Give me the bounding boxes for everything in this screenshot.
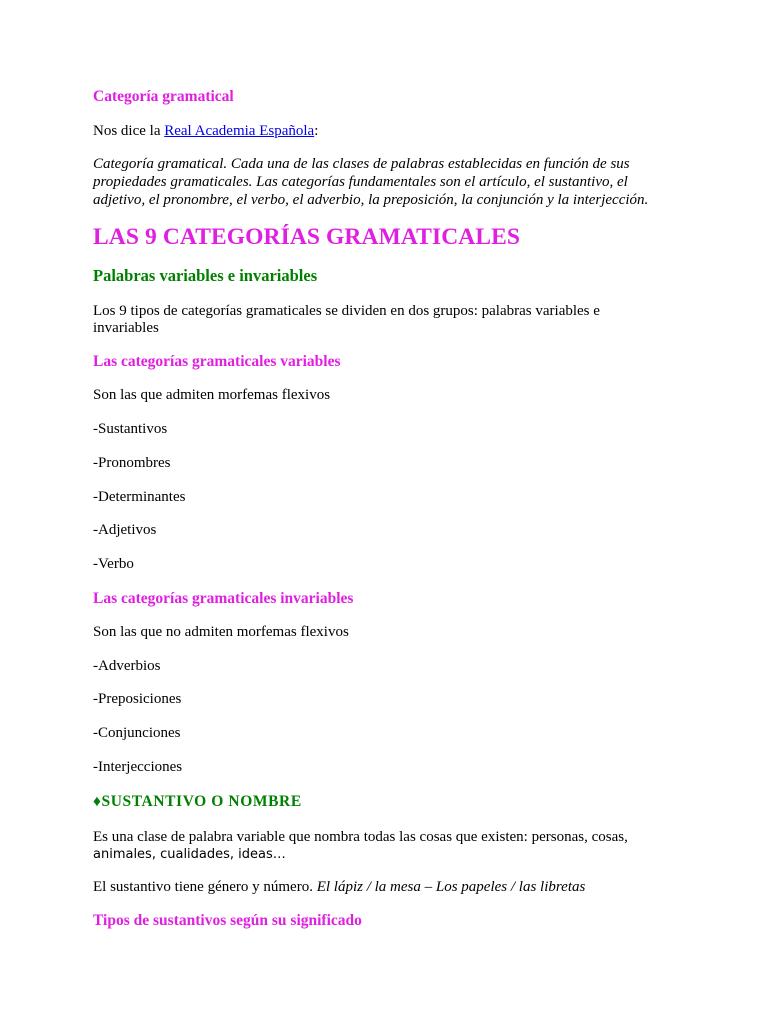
intro-line-2: invariables — [93, 320, 159, 336]
invariables-intro: Son las que no admiten morfemas flexivos — [93, 624, 349, 640]
definition-line-1: Categoría gramatical. Cada una de las clases de palabras establecidas en función de sus — [93, 156, 630, 172]
sustantivo-gender-line — [93, 878, 585, 896]
gender-examples: El lápiz / la mesa – Los papeles / las libretas — [316, 879, 586, 895]
list-item: -Preposiciones — [93, 691, 182, 707]
list-item: -Verbo — [93, 556, 134, 572]
list-item: -Sustantivos — [93, 421, 168, 437]
variables-intro: Son las que admiten morfemas flexivos — [93, 387, 331, 403]
intro-line-1: Los 9 tipos de categorías gramaticales se dividen en dos grupos: palabras variables e — [93, 303, 600, 319]
heading-variables: Las categorías gramaticales variables — [93, 353, 341, 370]
list-item: -Determinantes — [93, 489, 186, 505]
definition-line-2: propiedades gramaticales. Las categorías fundamentales son el artículo, el sustantivo, el — [93, 174, 628, 190]
rae-suffix: : — [314, 123, 319, 139]
heading-categoria-gramatical: Categoría gramatical — [93, 88, 234, 105]
list-item: -Interjecciones — [93, 759, 183, 775]
heading-sustantivo: ♦SUSTANTIVO O NOMBRE — [93, 793, 302, 810]
heading-invariables: Las categorías gramaticales invariables — [93, 590, 354, 607]
gender-prefix: El sustantivo tiene género y número. — [93, 879, 317, 895]
main-title: LAS 9 CATEGORÍAS GRAMATICALES — [93, 224, 521, 250]
sustantivo-desc-line-1: Es una clase de palabra variable que nombra todas las cosas que existen: personas, cosas, — [93, 829, 628, 845]
subtitle-variables-invariables: Palabras variables e invariables — [93, 266, 318, 285]
heading-tipos-sustantivos: Tipos de sustantivos según su significado — [93, 912, 362, 929]
sustantivo-desc-line-2: animales, cualidades, ideas… — [93, 847, 286, 862]
definition-line-3: adjetivo, el pronombre, el verbo, el adverbio, la preposición, la conjunción y la interjección. — [93, 192, 649, 208]
rae-prefix: Nos dice la — [93, 123, 165, 139]
rae-intro-line — [93, 122, 318, 140]
list-item: -Adjetivos — [93, 522, 157, 538]
list-item: -Adverbios — [93, 658, 161, 674]
list-item: -Pronombres — [93, 455, 171, 471]
real-academia-link[interactable]: Real Academia Española — [164, 123, 315, 139]
list-item: -Conjunciones — [93, 725, 181, 741]
